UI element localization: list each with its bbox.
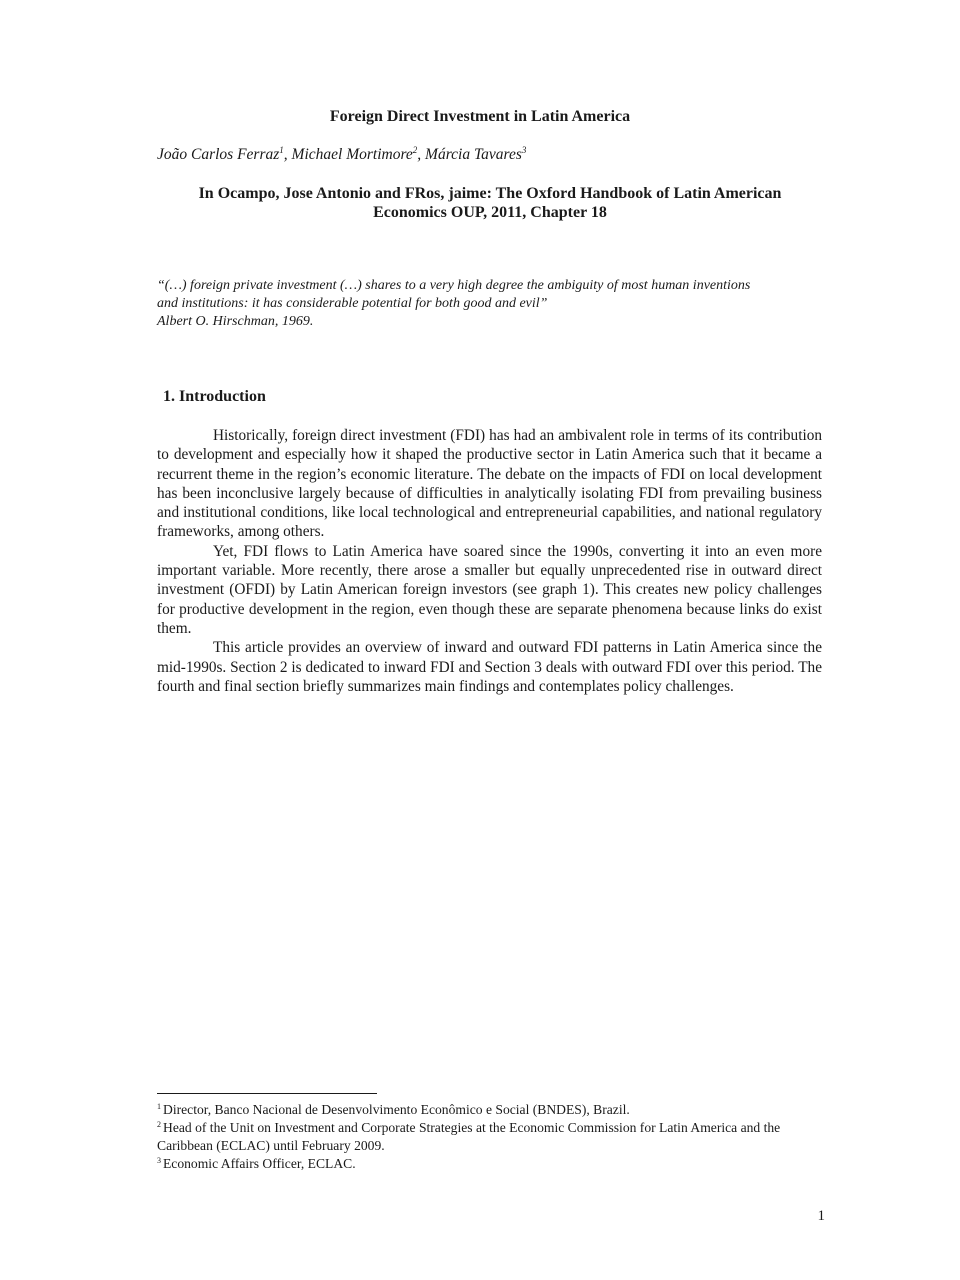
section-heading: 1. Introduction xyxy=(163,388,266,405)
footnote-marker: 2 xyxy=(412,145,418,155)
page-number: 1 xyxy=(817,1208,825,1224)
footnote-divider xyxy=(157,1093,377,1094)
paper-title: Foreign Direct Investment in Latin America xyxy=(329,108,631,125)
source-line: In Ocampo, Jose Antonio and FRos, jaime: The Oxford Handbook of Latin American xyxy=(198,185,782,202)
body-paragraph: This article provides an overview of inward and outward FDI patterns in Latin America since the mid-1990s. Section 2 is dedicated to inward FDI and Section 3 deals with outward FDI over this period. The fourth and final section briefly summarizes main findings and contemplates policy challenges. xyxy=(157,639,822,695)
author-name: Michael Mortimore xyxy=(291,146,413,163)
author-name: Márcia Tavares xyxy=(425,146,522,163)
author-name: João Carlos Ferraz xyxy=(157,146,280,163)
footnote xyxy=(157,1155,822,1173)
body-paragraph: Yet, FDI flows to Latin America have soared since the 1990s, converting it into an even more important variable. More recently, there arose a smaller but equally unprecedented rise in outward direct investment (OFDI) by Latin American foreign investors (see graph 1). This creates new policy challenges for productive development in the region, even though these are separate phenomena because links do exist them. xyxy=(157,542,822,637)
body-paragraph: Historically, foreign direct investment (FDI) has had an ambivalent role in terms of its contribution to development and especially how it shaped the productive sector in Latin America such that it became a recurrent theme in the region’s economic literature. The debate on the impacts of FDI on local development has been inconclusive largely because of difficulties in analytically isolating FDI from prevailing business and institutional conditions, like local technological and entrepreneurial capabilities, and national regulatory frameworks, among others. xyxy=(157,427,822,541)
footnote-marker: 1 xyxy=(157,1102,161,1111)
author-line: João Carlos Ferraz$^1$, Michael Mortimore$^2$, Márcia Tavares$^3$ xyxy=(157,145,527,163)
footnote-marker: 3 xyxy=(521,145,527,155)
epigraph-line: “(…) foreign private investment (…) shares to a very high degree the ambiguity of most human inventions xyxy=(157,278,751,293)
section-body xyxy=(157,426,822,696)
footnote-text: Director, Banco Nacional de Desenvolvimento Econômico e Social (BNDES), Brazil. xyxy=(163,1102,630,1117)
epigraph-line: and institutions: it has considerable potential for both good and evil” xyxy=(157,296,548,311)
footnote xyxy=(157,1101,822,1119)
footnote-marker: 1 xyxy=(279,145,284,155)
footnote-marker: 3 xyxy=(157,1156,161,1165)
footnote-text: Economic Affairs Officer, ECLAC. xyxy=(163,1156,356,1171)
footnote-text: Head of the Unit on Investment and Corporate Strategies at the Economic Commission for Latin America and the Caribbean (ECLAC) until February 2009. xyxy=(157,1120,781,1153)
source-line: Economics OUP, 2011, Chapter 18 xyxy=(373,204,607,221)
epigraph-attribution: Albert O. Hirschman, 1969. xyxy=(157,314,314,329)
epigraph-quote xyxy=(157,277,837,331)
footnotes xyxy=(157,1101,822,1173)
footnote xyxy=(157,1119,822,1155)
footnote-marker: 2 xyxy=(157,1120,161,1129)
source-citation xyxy=(150,184,830,222)
